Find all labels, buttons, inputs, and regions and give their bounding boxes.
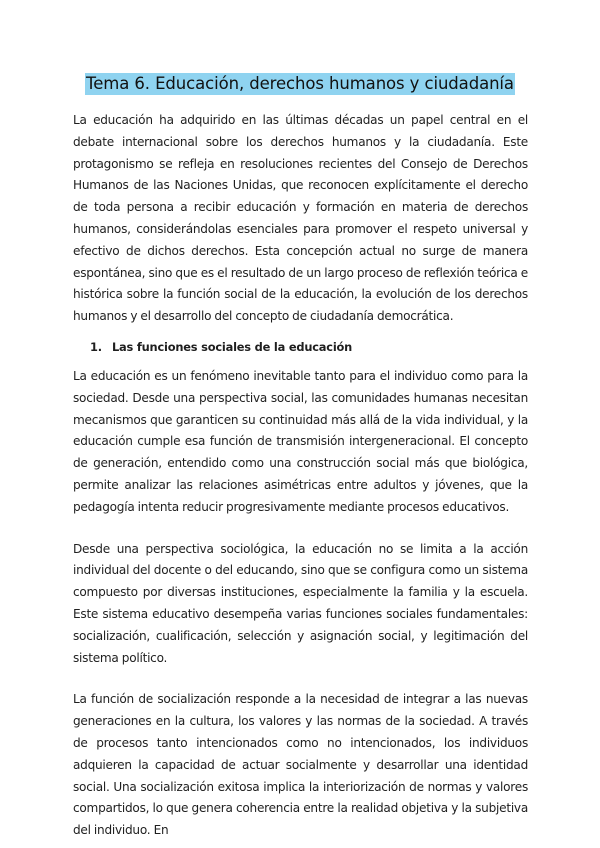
section-number: 1. bbox=[90, 339, 102, 354]
title-wrapper bbox=[0, 73, 600, 95]
page-title: Tema 6. Educación, derechos humanos y ciudadanía bbox=[86, 74, 514, 93]
section-heading-text: Las funciones sociales de la educación bbox=[112, 339, 353, 354]
body-paragraph: Desde una perspectiva sociológica, la educación no se limita a la acción individual del docente o del educando, sino que se configura como un sistema compuesto por diversas instituciones, especialmente la familia y la escuela. Este sistema educativo desempeña varias funciones sociales fundamentales: socialización, cualificación, selección y asignación social, y legitimación del sistema político. bbox=[73, 541, 528, 665]
body-paragraph: La función de socialización responde a la necesidad de integrar a las nuevas generaciones en la cultura, los valores y las normas de la sociedad. A través de procesos tanto intencionados como no intencionados, los individuos adquieren la capacidad de actuar socialmente y desarrollar una identidad social. Una socialización exitosa implica la interiorización de normas y valores compartidos, lo que genera coherencia entre la realidad objetiva y la subjetiva del individuo. En bbox=[73, 692, 528, 838]
intro-paragraph: La educación ha adquirido en las últimas décadas un papel central en el debate internacional sobre los derechos humanos y la ciudadanía. Este protagonismo se refleja en resoluciones recientes del Consejo de Derechos Humanos de las Naciones Unidas, que reconocen explícitamente el derecho de toda persona a recibir educación y formación en materia de derechos humanos, considerándolas esenciales para promover el respeto universal y efectivo de dichos derechos. Esta concepción actual no surge de manera espontánea, sino que es el resultado de un largo proceso de reflexión teórica e histórica sobre la función social de la educación, la evolución de los derechos humanos y el desarrollo del concepto de ciudadanía democrática. bbox=[73, 113, 528, 324]
body-paragraph: La educación es un fenómeno inevitable tanto para el individuo como para la sociedad. Desde una perspectiva social, las comunidades humanas necesitan mecanismos que garanticen su continuidad más allá de la vida individual, y la educación cumple esa función de transmisión intergeneracional. El concepto de generación, entendido como una construcción social más que biológica, permite analizar las relaciones asimétricas entre adultos y jóvenes, que la pedagogía intenta reducir progresivamente mediante procesos educativos. bbox=[73, 368, 528, 514]
section-heading bbox=[73, 338, 528, 356]
document-body bbox=[73, 110, 528, 848]
